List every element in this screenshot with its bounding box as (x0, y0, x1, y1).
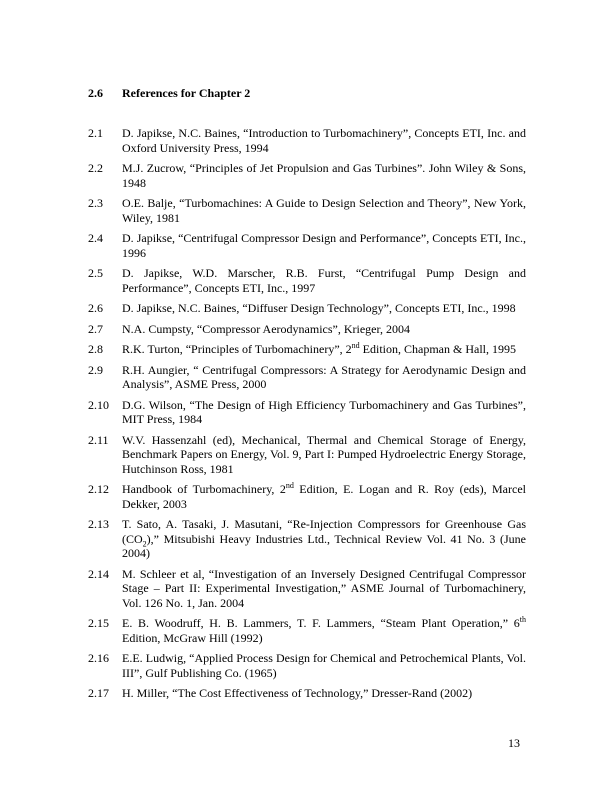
reference-number: 2.6 (88, 301, 103, 315)
reference-list (88, 126, 526, 707)
section-heading (88, 86, 528, 101)
reference-item (88, 482, 526, 511)
reference-number: 2.3 (88, 196, 103, 210)
reference-number: 2.5 (88, 266, 103, 280)
reference-number: 2.16 (88, 651, 109, 665)
reference-text: N.A. Cumpsty, “Compressor Aerodynamics”, Krieger, 2004 (122, 321, 411, 336)
reference-item (88, 363, 526, 392)
reference-item (88, 126, 526, 155)
reference-number: 2.7 (88, 321, 103, 336)
reference-number: 2.4 (88, 231, 103, 245)
reference-item (88, 616, 526, 645)
reference-text: D. Japikse, “Centrifugal Compressor Design and Performance”, Concepts ETI, Inc., 1996 (122, 231, 526, 260)
reference-number: 2.8 (88, 342, 103, 356)
reference-item (88, 301, 526, 316)
reference-number: 2.10 (88, 397, 109, 412)
reference-number: 2.12 (88, 482, 109, 496)
reference-text: E. B. Woodruff, H. B. Lammers, T. F. Lammers, “Steam Plant Operation,” 6th Edition, McGraw Hill (1992) (122, 615, 526, 645)
reference-text: M. Schleer et al, “Investigation of an Inversely Designed Centrifugal Compressor Stage – Part II: Experimental Investigation,” ASME Journal of Turbomachinery, Vol. 126 No. 1, Jan. 2004 (122, 566, 526, 610)
reference-item (88, 398, 526, 427)
reference-text: R.H. Aungier, “ Centrifugal Compressors: A Strategy for Aerodynamic Design and Analysis”, ASME Press, 2000 (122, 362, 526, 391)
reference-item (88, 686, 526, 701)
reference-number: 2.17 (88, 686, 109, 700)
page-number: 13 (508, 736, 520, 750)
reference-item (88, 517, 526, 561)
reference-item (88, 196, 526, 225)
reference-number: 2.13 (88, 517, 109, 531)
section-title: References for Chapter 2 (122, 86, 251, 100)
reference-text: D. Japikse, N.C. Baines, “Diffuser Design Technology”, Concepts ETI, Inc., 1998 (122, 301, 516, 315)
reference-item (88, 342, 526, 357)
reference-text: R.K. Turton, “Principles of Turbomachinery”, 2nd Edition, Chapman & Hall, 1995 (122, 341, 516, 356)
reference-item (88, 567, 526, 611)
reference-text: W.V. Hassenzahl (ed), Mechanical, Thermal and Chemical Storage of Energy, Benchmark Papers on Energy, Vol. 9, Part I: Pumped Hydroelectric Energy Storage, Hutchinson Ross, 1981 (122, 432, 526, 476)
reference-number: 2.14 (88, 566, 109, 581)
section-number: 2.6 (88, 86, 103, 100)
reference-item (88, 433, 526, 477)
reference-text: H. Miller, “The Cost Effectiveness of Technology,” Dresser-Rand (2002) (122, 686, 473, 700)
reference-number: 2.1 (88, 126, 103, 140)
reference-text: M.J. Zucrow, “Principles of Jet Propulsion and Gas Turbines”. John Wiley & Sons, 1948 (122, 161, 526, 190)
reference-text: D. Japikse, N.C. Baines, “Introduction to Turbomachinery”, Concepts ETI, Inc. and Oxford University Press, 1994 (122, 126, 526, 155)
reference-item (88, 266, 526, 295)
reference-number: 2.2 (88, 161, 103, 175)
reference-number: 2.15 (88, 616, 109, 630)
reference-item (88, 651, 526, 680)
reference-item (88, 161, 526, 190)
reference-text: D. Japikse, W.D. Marscher, R.B. Furst, “Centrifugal Pump Design and Performance”, Concepts ETI, Inc., 1997 (122, 266, 526, 295)
reference-item (88, 231, 526, 260)
reference-text: Handbook of Turbomachinery, 2nd Edition, E. Logan and R. Roy (eds), Marcel Dekker, 2003 (122, 481, 526, 511)
reference-item (88, 322, 526, 337)
reference-text: T. Sato, A. Tasaki, J. Masutani, “Re-Injection Compressors for Greenhouse Gas $(CO_2)$,” Mitsubishi Heavy Industries Ltd., Technical Review Vol. 41 No. 3 (June 2004) (122, 517, 526, 560)
reference-text: E.E. Ludwig, “Applied Process Design for Chemical and Petrochemical Plants, Vol. III”, Gulf Publishing Co. (1965) (122, 651, 526, 680)
reference-text: O.E. Balje, “Turbomachines: A Guide to Design Selection and Theory”, New York, Wiley, 1981 (122, 196, 526, 225)
reference-text: D.G. Wilson, “The Design of High Efficiency Turbomachinery and Gas Turbines”, MIT Press, 1984 (122, 397, 526, 426)
reference-number: 2.11 (88, 432, 109, 447)
reference-number: 2.9 (88, 362, 103, 377)
